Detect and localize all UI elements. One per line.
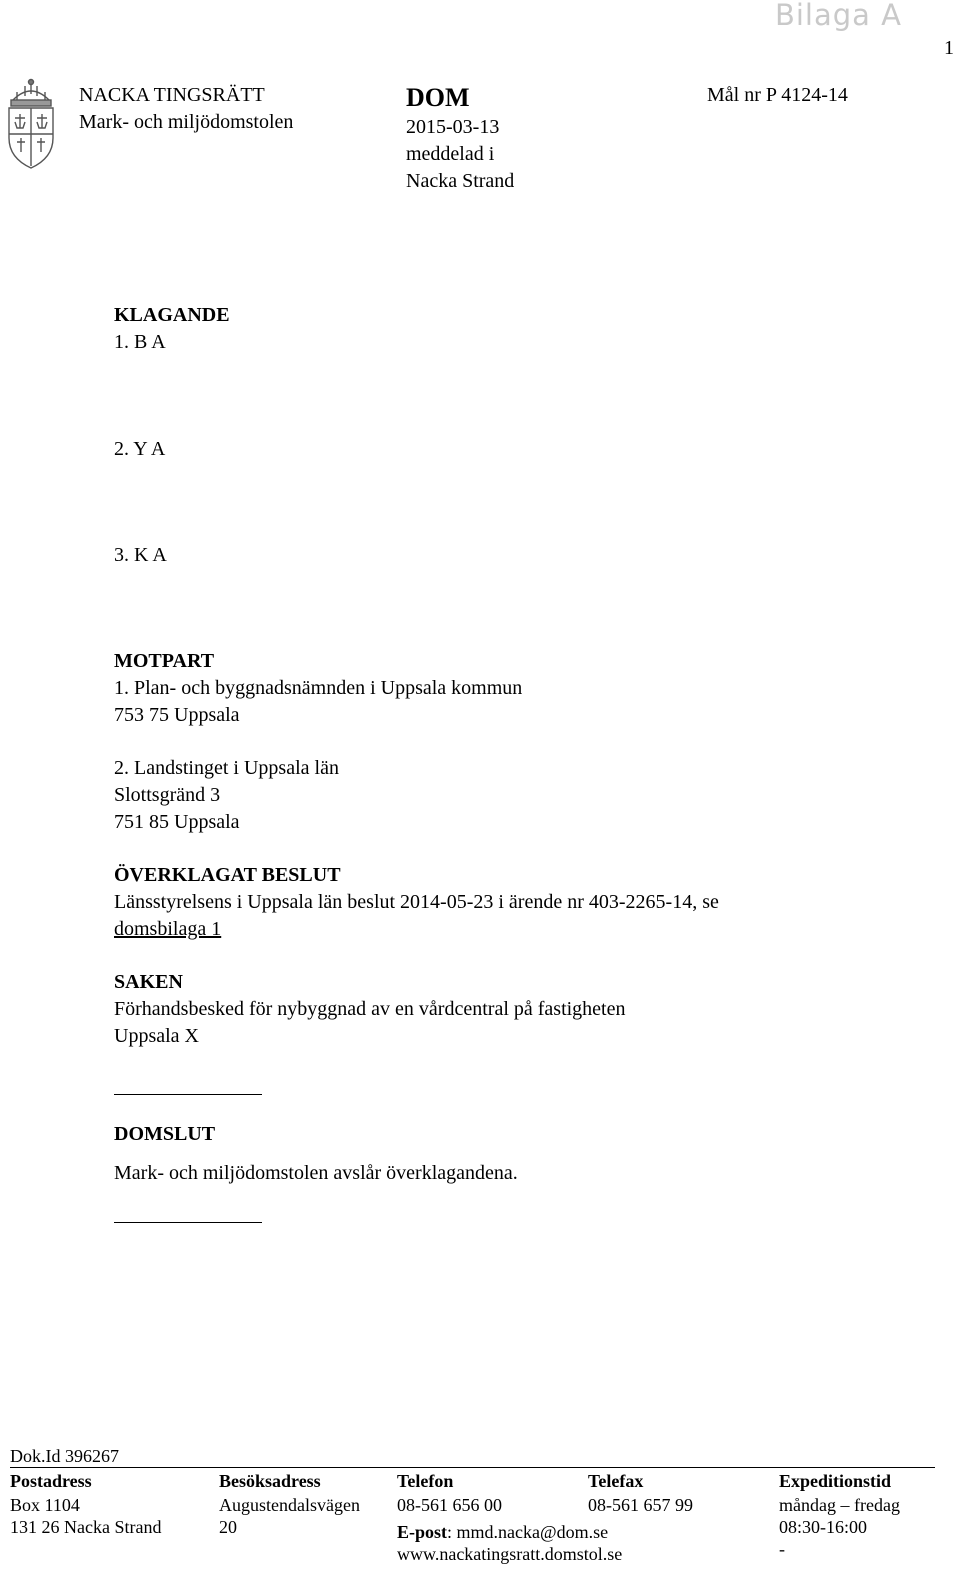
case-number: Mål nr P 4124-14 (707, 84, 848, 106)
footer (10, 1445, 935, 1588)
court-crest-icon (3, 78, 59, 174)
document-body (114, 302, 914, 1223)
document-id: Dok.Id 396267 (10, 1446, 119, 1466)
domsbilaga-link[interactable]: domsbilaga 1 (114, 918, 222, 940)
footer-besoksadress: Besöksadress Augustendalsvägen 20 (219, 1471, 360, 1537)
motpart-line: 753 75 Uppsala (114, 704, 240, 726)
court-block (79, 82, 293, 136)
document-type: DOM (406, 83, 470, 112)
motpart-line: Slottsgränd 3 (114, 784, 221, 806)
klagande-item: 1. B A (114, 331, 166, 353)
domslut-text: Mark- och miljödomstolen avslår överklagandena. (114, 1162, 518, 1184)
domslut-heading: DOMSLUT (114, 1123, 216, 1145)
footer-contact-grid (10, 1468, 935, 1588)
overklagat-heading: ÖVERKLAGAT BESLUT (114, 864, 341, 886)
separator-line (114, 1222, 262, 1223)
klagande-heading: KLAGANDE (114, 304, 230, 326)
footer-telefon: Telefon 08-561 656 00 E-post: mmd.nacka@dom.se www.nackatingsratt.domstol.se (397, 1471, 623, 1564)
email-label: E-post (397, 1522, 448, 1542)
footer-postadress: Postadress Box 1104 131 26 Nacka Strand (10, 1471, 162, 1537)
court-name: NACKA TINGSRÄTT (79, 84, 265, 106)
attachment-stamp: Bilaga A (774, 0, 902, 32)
delivered-label: meddelad i (406, 143, 495, 165)
page-number: 1 (944, 37, 954, 59)
document-info (406, 82, 514, 195)
document-date: 2015-03-13 (406, 116, 500, 138)
website-link[interactable]: www.nackatingsratt.domstol.se (397, 1544, 623, 1564)
klagande-item: 3. K A (114, 544, 167, 566)
email-link[interactable]: : mmd.nacka@dom.se (447, 1522, 609, 1542)
footer-expeditionstid: Expeditionstid måndag – fredag 08:30-16:00 - (779, 1471, 900, 1559)
motpart-heading: MOTPART (114, 650, 215, 672)
motpart-line: 2. Landstinget i Uppsala län (114, 757, 339, 779)
motpart-line: 1. Plan- och byggnadsnämnden i Uppsala kommun (114, 677, 523, 699)
overklagat-line: Länsstyrelsens i Uppsala län beslut 2014-05-23 i ärende nr 403-2265-14, se (114, 891, 719, 913)
motpart-line: 751 85 Uppsala (114, 811, 240, 833)
saken-line: Förhandsbesked för nybyggnad av en vårdcentral på fastigheten (114, 998, 626, 1020)
saken-line: Uppsala X (114, 1025, 199, 1047)
delivered-place: Nacka Strand (406, 170, 515, 192)
footer-telefax: Telefax 08-561 657 99 (588, 1471, 693, 1515)
court-division: Mark- och miljödomstolen (79, 111, 294, 133)
klagande-item: 2. Y A (114, 438, 166, 460)
saken-heading: SAKEN (114, 971, 183, 993)
